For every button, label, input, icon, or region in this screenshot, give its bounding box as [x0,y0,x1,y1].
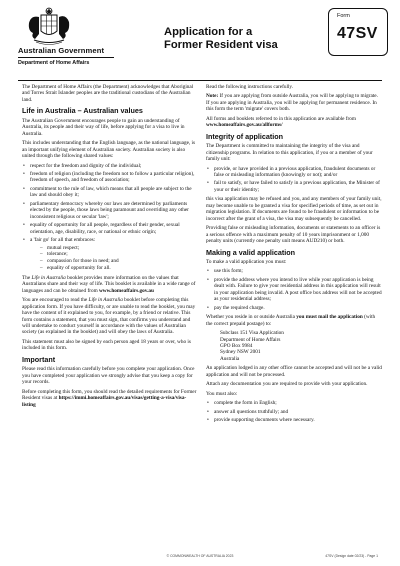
encourage-paragraph [22,297,198,336]
note-text: If you are applying from outside Australia, you will be applying to migrate. If you are applying in Australia, you will be applying for permanent residence. In this form the term 'migrate' covers both. [206,93,378,113]
address-line: Sydney NSW 2001 [220,349,261,356]
list-item: • parliamentary democracy whereby our laws are determined by parliaments elected by the people, those laws being paramount and overriding any other inconsistent religious or secular 'law'; [22,201,198,220]
must-list [206,400,382,423]
list-item: • provide the address where you intend to live while your application is being dealt with. Failure to give your residential address in this application will result in your application being invalid. A post office box address will not be accepted as your residential address; [206,277,382,303]
fair-go-text: a 'fair go' for all that embraces: [30,237,96,244]
instructions-text: Read the following instructions carefully. [206,84,293,90]
acknowledgement-text: The Department of Home Affairs (the Department) acknowledges that Aboriginal and Torres Strait Islander peoples are the traditional custodians of the Australian land. [22,84,194,103]
list-item: • pay the required charge. [206,305,382,311]
mail-text: (with the correct prepaid postage) to: [206,314,376,327]
list-item: • use this form; [206,268,382,274]
must-also-text: You must also: [206,390,238,397]
sublist-item: – tolerance; [40,251,198,257]
form-title [164,26,278,52]
visa-listing-link[interactable]: https://immi.homeaffairs.gov.au/visas/getting-a-visa/visa-listing [22,395,187,408]
attach-paragraph: Attach any documentation you are required to provide with your application. [206,381,368,388]
mail-paragraph [206,314,382,327]
values-paragraph: The Australian Government encourages people to gain an understanding of Australia, its people and their way of life, before applying for a visa to live in Australia. [22,117,185,137]
list-item [22,237,198,272]
department-name: Department of Home Affairs [18,60,90,66]
agency-name: Australian Government [18,46,105,55]
important-paragraph [22,389,198,408]
fair-go-sublist [40,245,198,272]
list-item: • equality of opportunity for all people, regardless of their gender, sexual orientation, age, disability, race, or national or ethnic origin; [22,222,198,235]
form-number-box [328,8,388,56]
making-heading: Making a valid application [206,247,296,257]
postal-address [206,330,382,362]
address-line: Subclass 151 Visa Application [220,330,284,337]
address-line: Australia [220,355,240,362]
agency-divider [18,57,114,58]
values-list [22,163,198,272]
lodged-paragraph: An application lodged in any other office cannot be accepted and will not be a valid application and will not be processed. [206,365,382,378]
address-line: Department of Home Affairs [220,336,281,343]
page-info: 47SV (Design date 02/23) - Page 1 [325,554,378,558]
form-title-line1: Application for a [164,26,253,38]
sublist-item: – equality of opportunity for all. [40,265,198,271]
important-text: Before completing this form, you should read the detailed requirements for Former Resident visas at [22,388,197,402]
form-title-line2: Former Resident visa [164,39,278,51]
allforms-link[interactable]: www.homeaffairs.gov.au/allforms/ [206,122,283,129]
form-label: Form [337,13,350,19]
note-paragraph [206,93,382,112]
list-item: • provide, or have provided in a previous application, fraudulent documents or false or misleading information (knowingly or not); and/or [206,166,382,179]
booklet-title: Life in Australia [31,274,66,281]
page-header [12,6,388,78]
list-item: • complete the form in English; [206,400,382,406]
statement-paragraph: This statement must also be signed by each person aged 18 years or over, who is included in this form. [22,338,191,352]
integrity-paragraph: this visa application may be refused and you, and any members of your family unit, may become unable to be granted a visa for specified periods of time, as set out in migration legislation. If documents are found to be fraudulent or information to be incorrect after the grant of a visa, the visa may subsequently be cancelled. [206,196,382,222]
important-heading: Important [22,354,56,364]
list-item: • answer all questions truthfully; and [206,409,382,415]
list-item: • respect for the freedom and dignity of the individual; [22,163,198,169]
list-item: • fail to satisfy, or have failed to satisfy in a previous application, the Minister of your or their identity; [206,180,382,193]
values-heading: Life in Australia – Australian values [22,106,143,116]
making-intro: To make a valid application you must: [206,258,287,265]
note-label: Note: [206,93,219,100]
encourage-text: You are encouraged to read the [22,297,89,304]
copyright-text: © COMMONWEALTH OF AUSTRALIA 2023 [166,554,234,558]
header-divider [18,80,382,81]
booklet-title: Life in Australia [88,297,123,304]
values-paragraph: This includes understanding that the English language, as the national language, is an important unifying element of Australian society. Australian society is also united through the following shared values: [22,140,196,160]
mail-emphasis: you must mail the application [296,314,363,321]
forms-paragraph [206,116,382,129]
sublist-item: – compassion for those in need; and [40,258,198,264]
booklet-text: The [22,274,32,281]
important-paragraph: Please read this information carefully before you complete your application. Once you have completed your application we strongly advise that you keep a copy for your records. [22,366,195,386]
form-number: 47SV [337,25,378,42]
booklet-text: booklet provides more information on the values that Australians share and their way of life. This booklet is available in a wide range of languages and can be obtained from [22,274,196,294]
right-column [206,84,382,426]
left-column [22,84,198,411]
integrity-list [206,166,382,194]
sublist-item: – mutual respect; [40,245,198,251]
coat-of-arms-icon [22,6,76,46]
making-list [206,268,382,311]
address-line: GPO Box 9984 [220,342,253,349]
list-item: • commitment to the rule of law, which means that all people are subject to the law and should obey it; [22,186,198,199]
homeaffairs-link[interactable]: www.homeaffairs.gov.au [98,287,154,294]
list-item: • freedom of religion (including the freedom not to follow a particular religion), freedom of speech, and freedom of association; [22,171,198,184]
encourage-text: booklet before completing this application form. If you have difficulty, or are unable to read the booklet, you may have the content of it explained to you, for example, by a friend or relative. This form contains a statement, that you must sign, that confirms you understand and will undertake to conduct yourself in accordance with the values of Australian society (as explained in the booklet) and will obey the laws of Australia. [22,297,196,336]
mail-text: Whether you reside in or outside Australia [206,314,297,321]
booklet-paragraph [22,275,198,294]
forms-text: All forms and booklets referred to in this application are available from [206,115,357,122]
integrity-paragraph: The Department is committed to maintaining the integrity of the visa and citizenship programs. In relation to this application, if you or a member of your family unit: [206,143,373,163]
integrity-heading: Integrity of application [206,131,284,141]
list-item: • provide supporting documents where necessary. [206,417,382,423]
integrity-paragraph: Providing false or misleading information, documents or statements to an officer is a serious offence with a maximum penalty of 10 years imprisonment or 1,000 penalty units (currently one penalty unit means AUD210) or both. [206,225,381,245]
